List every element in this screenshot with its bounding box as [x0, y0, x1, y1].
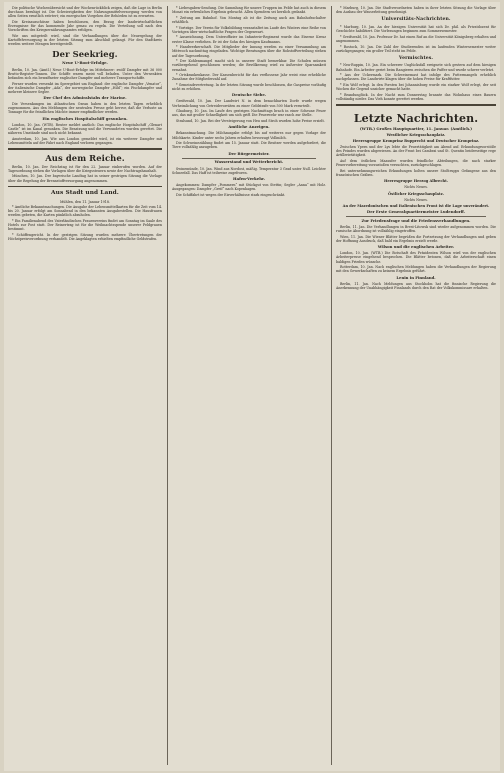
paragraph: Die politische Wochenübersicht und der Wochenrückblick zeigen, daß die Lage in Berlin durchaus beruhigt ist. Die Schwierigkeiten der Nahrungsmittelversorgung werden von allen Seiten ernstlich erörtert; ein energisches Vorgehen der Behörden ist zu erwarten.: [8, 6, 162, 19]
paragraph: Die Versenkungen im Atlantischen Ozean haben in den letzten Tagen erheblich zugenommen. Aus den Meldungen der neutralen Presse geht hervor, daß die Verluste an Tonnage für die feindlichen Mächte immer empfindlicher werden.: [8, 102, 162, 115]
paragraph: Wie uns mitgeteilt wird, sind die Verhandlungen über die Neuregelung der Kartoffelversorgung in der letzten Sitzung zum Abschluß gelangt. Für den Stadtkreis werden weitere Mengen bereitgestellt.: [8, 33, 162, 47]
dateline: Mühlen, den 11. Januar 1918.: [60, 199, 110, 204]
section-heading-seekrieg: Der Seekrieg.: [52, 49, 118, 60]
paragraph: * Handwerkerschaft. Die Mitglieder der Innung werden zu einer Versammlung am Mittwoch nachmittag eingeladen. Wichtige Beratungen über die Rohstoffverteilung stehen auf der Tagesordnung.: [172, 45, 326, 58]
section-divider: [8, 186, 162, 188]
section-heading-reich: Aus dem Reiche.: [45, 152, 125, 163]
section-heading-letzte-nachrichten: Letzte Nachrichten.: [353, 111, 479, 125]
paragraph: * Liebesgaben-Sendung. Die Sammlung für unsere Truppen im Felde hat auch in diesem Monat ein erfreuliches Ergebnis gebracht. Allen Spendern sei herzlich gedankt.: [172, 6, 326, 15]
paragraph: München, 10. Jan. Der bayerische Landtag hat in seiner gestrigen Sitzung die Vorlage über die Regelung der Brennstoffversorgung angenommen.: [8, 174, 162, 183]
divider: [182, 158, 316, 159]
paragraph: Amsterdam, 10. Jan. Wie aus London gemeldet wird, ist ein weiterer Dampfer mit Lebensmitteln auf der Fahrt nach England verloren gegangen.: [8, 136, 162, 145]
article-caption: Zur Friedensfrage und die Friedensverhandlungen.: [361, 217, 471, 223]
paragraph: * Marburg, 10. Jan. An der hiesigen Universität hat sich Dr. phil. als Privatdozent für Geschichte habilitiert. Die Vorlesungen beginnen zum Sommersemester.: [336, 24, 496, 34]
army-heading: Heeresgruppe Kronprinz Rupprecht und Deutscher Kronprinz.: [352, 139, 480, 143]
paragraph: London, 10. Jan. (WTB.) Die Botschaft des Präsidenten Wilson wird von der englischen Arbeiterpresse eingehend besprochen. Die Blätter betonen, daß die Arbeiterschaft einen baldigen Frieden wünsche.: [336, 251, 496, 264]
section-heading-stadt: Aus Stadt und Land.: [51, 190, 119, 197]
paragraph: * Zeitung am Bahnhof. Von Montag ab ist die Zeitung auch am Bahnhofsschalter erhältlich.: [172, 15, 326, 24]
paragraph: * Marburg, 10. Jan. Die Stadtverordneten haben in ihrer letzten Sitzung die Vorlage über den Ausbau der Wasserleitung genehmigt.: [336, 6, 496, 15]
paragraph: * Greifswald, 10. Jan. Professor Dr. hat einen Ruf an die Universität Königsberg erhalten und angenommen.: [336, 34, 496, 43]
paragraph: Berlin, 10. Jan. Der Reichstag ist für den 22. Januar einberufen worden. Auf der Tagesordnung stehen die Vorlagen über die Kriegssteuern sowie der Nachtragshaushalt.: [8, 164, 162, 173]
paragraph: * Ein Wolf erlegt. In den Forsten bei Johannisburg wurde ein starker Wolf erlegt, der seit Wochen die Gegend unsicher gemacht hatte.: [336, 83, 496, 92]
paragraph: Bei unternehmungsreichen Erkundungen holten unsere Stoßtrupps Gefangene aus den französischen Gräben.: [336, 168, 496, 178]
article-caption: Lenin in Finnland.: [396, 274, 436, 280]
paragraph: Die Schweinezählung findet am 15. Januar statt. Die Besitzer werden aufgefordert, die Tiere vollzählig anzugeben.: [172, 141, 326, 150]
paragraph: Greifswald, 10. Jan. Der Landwirt N. in dem benachbarten Dorfe wurde wegen Verheimlichung von Getreidevorräten zu einer Geldstrafe von 500 Mark verurteilt.: [172, 99, 326, 108]
paragraph: London, 10. Jan. (WTB). Reuter meldet amtlich: Das englische Hospitalschiff „Glenart Castle“ ist im Kanal gesunken. Die Besatzung und die Verwundeten wurden gerettet. Die näheren Umstände sind noch nicht bekannt.: [8, 122, 162, 136]
paragraph: Berlin, 10. Jan. (Amtl.) Neue U-Boot-Erfolge im Mittelmeer: zwölf Dampfer mit 36 000 Brutto-Register-Tonnen. Die Schiffe waren meist voll beladen. Unter den Versenkten befanden sich ein bewaffneter englischer Dampfer und mehrere Transportschiffe.: [8, 67, 162, 80]
section-heading-vermischtes: Vermischtes.: [398, 55, 434, 61]
paragraph: Glauburg, 10. Jan. Im Laufe des gestrigen Nachmittags brach in einer Scheune Feuer aus, das mit großer Schnelligkeit um sich griff. Die Feuerwehr war rasch zur Stelle.: [172, 109, 326, 118]
section-divider: [336, 104, 496, 106]
article-caption: Amtliche Anzeigen.: [228, 124, 270, 130]
paragraph: Stralsund, 10. Jan. Bei der Versteigerung von Heu und Stroh wurden hohe Preise erzielt.: [176, 119, 325, 124]
paragraph: Swinemünde, 10. Jan. Wind aus Nordost, mäßig. Temperatur 3 Grad unter Null. Leichter Schneefall. Das Haff ist teilweise zugefroren.: [172, 166, 326, 175]
paragraph: Die Schiffahrt ist wegen der Eisverhältnisse stark eingeschränkt.: [176, 192, 286, 197]
paragraph: Wien, 11. Jan. Die Wiener Blätter begrüßen die Fortsetzung der Verhandlungen und geben der Hoffnung Ausdruck, daß bald ein Ergebnis erzielt werde.: [336, 234, 496, 243]
paragraph: * Neu-Ruppin, 10. Jan. Ein schwerer Unglücksfall ereignete sich gestern auf dem hiesigen Bahnhofe. Ein Arbeiter geriet beim Rangieren zwischen die Puffer und wurde schwer verletzt.: [336, 63, 496, 72]
paragraph: Ferner wurden versenkt im Sperrgebiet um England: der englische Dampfer „Venator“, der italienische Dampfer „Ada“, der norwegische Dampfer „Hild“; ein Fischdampfer und mehrere kleinere Segler.: [8, 81, 162, 94]
article-caption: Wilson und die englischen Arbeiter.: [377, 244, 455, 250]
signature-line: Der Erste Generalquartiermeister Ludendorff.: [366, 209, 466, 215]
paragraph: Berlin, 11. Jan. Die Verhandlungen in Brest-Litowsk sind wieder aufgenommen worden. Die russische Abordnung ist vollzählig eingetroffen.: [336, 225, 496, 234]
front-heading: Westlicher Kriegsschauplatz.: [386, 132, 446, 137]
signature-line: Der Bürgermeister.: [228, 150, 270, 156]
paragraph: * Amtliche Bekanntmachungen. Die Ausgabe der Lebensmittelkarten für die Zeit vom 14. bis 20. Januar erfolgt am Sonnabend in den bekannten Ausgabestellen. Die Hausfrauen werden gebeten, die Karten pünktlich abzuholen.: [8, 204, 162, 218]
paragraph: Auf dem östlichen Maasufer wurden feindliche Abteilungen, die nach starker Feuervorbereitung vorzustoßen versuchten, zurückgeschlagen.: [336, 159, 496, 168]
dateline: (WTB.) Großes Hauptquartier, 11. Januar. (Amtlich.): [359, 125, 473, 131]
column-2: [172, 6, 326, 767]
paragraph: * Schöffengericht. In der gestrigen Sitzung wurden mehrere Übertretungen der Höchstpreisverordnung verhandelt. Die Angeklagten erhielten empfindliche Geldstrafen.: [8, 232, 162, 241]
paragraph: Rotterdam, 10. Jan. Nach englischen Meldungen haben die Verhandlungen der Regierung mit den Gewerkschaften zu keinem Ergebnis geführt.: [336, 265, 496, 274]
paragraph: Die Kreisausschüsse haben beschlossen, den Bezug der landwirtschaftlichen Erzeugnisse für das kommende Jahr genau zu regeln. Die Verteilung soll nach den Vorschriften des Kriegsernährungsamtes erfolgen.: [8, 19, 162, 33]
paragraph: * Brandunglück. In der Nacht zum Donnerstag brannte das Wohnhaus eines Bauern vollständig nieder. Das Vieh konnte gerettet werden.: [336, 92, 496, 102]
article-caption: Hafen-Verkehr.: [233, 175, 265, 181]
paragraph: Berlin, 11. Jan. Nach Meldungen aus Stockholm hat die finnische Regierung die Anerkennung der Unabhängigkeit Finnlands durch den Rat der Volkskommissare erhalten.: [336, 281, 496, 290]
paragraph: * Ortskrankenkasse. Der Kassenbericht für das verflossene Jahr weist eine erhebliche Zunahme der Mitgliederzahl auf.: [172, 73, 326, 82]
front-heading: Östlicher Kriegsschauplatz.: [388, 191, 444, 196]
paragraph: Angekommen: Dampfer „Pommern“ mit Stückgut von Stettin; Segler „Anna“ mit Holz. Ausgegangen: Dampfer „Greif“ nach Kopenhagen.: [172, 183, 326, 192]
paragraph: Bekanntmachung. Die Milchausgabe erfolgt bis auf weiteres nur gegen Vorlage der Milchkarte. Kinder unter sechs Jahren erhalten bevorzugt Vollmilch.: [172, 131, 326, 140]
divider: [346, 216, 486, 217]
column-rule: [331, 6, 332, 765]
paragraph: Zwischen Ypern und der Lys lebte die Feuertätigkeit am Abend auf. Erkundungsvorstöße des Feindes wurden abgewiesen. An der Front bei Cambrai und St. Quentin beiderseitige rege Artillerietätigkeit.: [336, 145, 496, 158]
paragraph: * Aus der Uckermark. Die Schweinemast hat infolge des Futtermangels erheblich nachgelassen. Die Landwirte klagen über die hohen Preise für Kraftfutter.: [336, 73, 496, 82]
signature-line: Der Chef des Admiralstabs der Marine.: [43, 95, 127, 100]
column-1: [8, 6, 162, 767]
paragraph: * Ein Familienabend des Vaterländischen Frauenvereins findet am Sonntag im Saale des Hotels zur Post statt. Der Reinertrag ist für die Weihnachtsspende unserer Feldgrauen bestimmt.: [8, 218, 162, 232]
newspaper-page: [4, 2, 500, 771]
section-heading-universitaet: Universitäts-Nachrichten.: [381, 17, 451, 23]
paragraph: * Gemeindevertretung. In der letzten Sitzung wurde beschlossen, die Gaspreise vorläufig nicht zu erhöhen.: [172, 83, 326, 92]
article-caption: Wasserstand und Wetterbericht.: [214, 159, 284, 165]
paragraph: Nichts Neues.: [404, 197, 428, 202]
section-divider: [8, 148, 162, 150]
paragraph: * Auszeichnung. Dem Unteroffizier im Infanterie-Regiment wurde das Eiserne Kreuz erster Klasse verliehen. Er ist der Sohn des hiesigen Kaufmanns.: [172, 35, 326, 44]
paragraph: * Der Kohlenmangel macht sich in unserer Stadt bemerkbar. Die Schulen müssen vorübergehend geschlossen werden; die Bevölkerung wird zu äußerster Sparsamkeit ermahnt.: [172, 59, 326, 72]
paragraph: * Vorträge. Der Verein für Volksbildung veranstaltet im Laufe des Winters eine Reihe von Vorträgen über wirtschaftliche Fragen der Gegenwart.: [172, 25, 326, 34]
column-rule: [167, 6, 168, 765]
paragraph: Nichts Neues.: [404, 185, 428, 190]
section-subheading: Neue U-Boot-Erfolge.: [62, 60, 108, 66]
article-caption: Ein englisches Hospitalschiff gesunken.: [42, 115, 128, 121]
column-3: [336, 6, 496, 767]
paragraph: * Rostock, 10. Jan. Die Zahl der Studierenden ist im laufenden Wintersemester weiter zurückgegangen; ein großer Teil steht im Felde.: [336, 44, 496, 53]
front-heading: An der Mazedonischen und Italienischen Front ist die Lage unverändert.: [342, 203, 490, 208]
article-caption: Deutsche Siebe.: [231, 92, 267, 98]
army-heading: Heeresgruppe Herzog Albrecht.: [383, 179, 449, 184]
